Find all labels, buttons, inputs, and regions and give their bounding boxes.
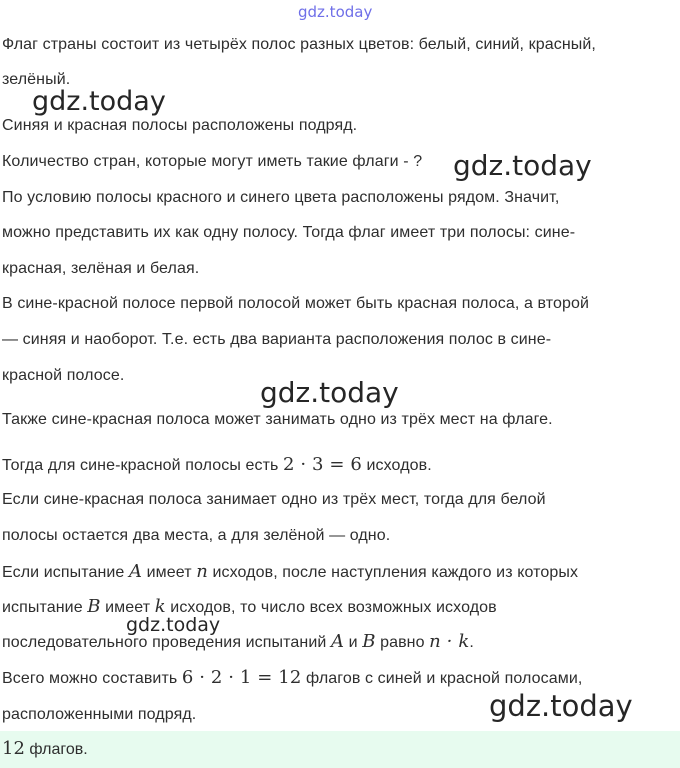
- text-line-15: [2, 562, 578, 583]
- text-line-13: Если сине-красная полоса занимает одно из трёх мест, тогда для белой: [2, 491, 546, 508]
- watermark: gdz.today: [260, 376, 399, 409]
- text-line-11: Также сине-красная полоса может занимать одно из трёх мест на флаге.: [2, 411, 553, 428]
- watermark: gdz.today: [489, 689, 633, 723]
- math-variable: n: [196, 561, 208, 582]
- text-segment: и: [344, 634, 363, 651]
- math-variable: B: [362, 631, 376, 652]
- text-segment: флагов с синей и красной полосами,: [301, 670, 583, 687]
- watermark-top: gdz.today: [298, 3, 373, 21]
- text-segment: Тогда для сине-красной полосы есть: [2, 457, 283, 474]
- text-line-14: полосы остается два места, а для зелёной — одно.: [2, 527, 391, 544]
- math-expression: n · k: [429, 631, 470, 652]
- math-variable: A: [330, 631, 345, 652]
- text-line-1: Флаг страны состоит из четырёх полос разных цветов: белый, синий, красный,: [2, 36, 596, 53]
- text-segment: .: [469, 634, 474, 651]
- math-variable: A: [128, 561, 143, 582]
- text-line-2: зелёный.: [2, 71, 71, 88]
- text-line-10: красной полосе.: [2, 367, 125, 384]
- text-line-17: [2, 632, 474, 653]
- text-line-6: можно представить их как одну полосу. Тогда флаг имеет три полосы: сине-: [2, 224, 576, 241]
- text-line-16: [2, 597, 497, 618]
- answer-box: [0, 731, 680, 768]
- text-segment: исходов.: [361, 457, 432, 474]
- text-segment: имеет: [142, 564, 197, 581]
- math-variable: k: [154, 596, 166, 617]
- text-segment: Всего можно составить: [2, 670, 182, 687]
- text-line-19: расположенными подряд.: [2, 706, 197, 723]
- text-segment: исходов, то число всех возможных исходов: [165, 599, 497, 616]
- answer-text: флагов.: [24, 741, 88, 758]
- text-line-9: — синяя и наоборот. Т.е. есть два варианта расположения полос в сине-: [2, 331, 552, 348]
- text-line-7: красная, зелёная и белая.: [2, 260, 200, 277]
- watermark: gdz.today: [32, 86, 166, 117]
- watermark: gdz.today: [453, 149, 592, 182]
- text-segment: исходов, после наступления каждого из которых: [207, 564, 579, 581]
- text-segment: Если испытание: [2, 564, 129, 581]
- text-line-4: Количество стран, которые могут иметь такие флаги - ?: [2, 153, 423, 170]
- text-segment: испытание: [2, 599, 88, 616]
- watermark: gdz.today: [126, 614, 221, 636]
- text-line-5: По условию полосы красного и синего цвета расположены рядом. Значит,: [2, 189, 560, 206]
- math-variable: B: [87, 596, 101, 617]
- text-segment: равно: [375, 634, 430, 651]
- math-expression: 2 · 3 = 6: [283, 454, 362, 475]
- text-segment: имеет: [100, 599, 155, 616]
- text-line-8: В сине-красной полосе первой полосой может быть красная полоса, а второй: [2, 295, 590, 312]
- text-segment: последовательного проведения испытаний: [2, 634, 331, 651]
- text-line-3: Синяя и красная полосы расположены подряд.: [2, 117, 358, 134]
- answer-line: [2, 739, 88, 760]
- text-line-12: [2, 455, 432, 476]
- text-line-18: [2, 668, 582, 689]
- answer-number: 12: [2, 738, 25, 759]
- math-expression: 6 · 2 · 1 = 12: [181, 667, 302, 688]
